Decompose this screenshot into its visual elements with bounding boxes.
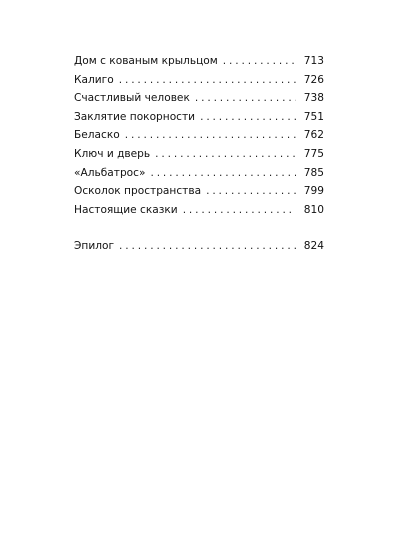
section-gap	[74, 219, 324, 237]
dot-leader	[119, 71, 296, 90]
toc-entry-page: 762	[303, 129, 324, 142]
toc-entry-title: Счастливый человек	[74, 92, 190, 105]
dot-leader	[183, 201, 296, 220]
toc-entry	[74, 89, 324, 108]
toc-entry	[74, 71, 324, 90]
toc-entry-title: Эпилог	[74, 240, 115, 253]
toc-entry-page: 824	[303, 240, 324, 253]
toc-entry-page: 775	[303, 147, 324, 160]
dot-leader	[119, 237, 296, 256]
toc-entry	[74, 182, 324, 201]
dot-leader	[125, 126, 296, 145]
toc-entry-title: Заклятие покорности	[74, 110, 196, 123]
dot-leader	[200, 108, 296, 127]
toc-entry-title: Ключ и дверь	[74, 147, 151, 160]
toc-entry	[74, 201, 324, 220]
toc-entry-page: 738	[303, 92, 324, 105]
dot-leader	[150, 164, 296, 183]
toc-entry-epilogue	[74, 237, 324, 256]
toc-entry	[74, 52, 324, 71]
dot-leader	[206, 182, 296, 201]
toc-entry-title: «Альбатрос»	[74, 166, 146, 179]
toc-entry-page: 726	[303, 73, 324, 86]
dot-leader	[223, 52, 296, 71]
toc-entry-page: 751	[303, 110, 324, 123]
table-of-contents	[74, 52, 324, 256]
dot-leader	[155, 145, 296, 164]
toc-entry-page: 810	[303, 203, 324, 216]
toc-entry-title: Дом с кованым крыльцом	[74, 55, 218, 67]
dot-leader	[195, 89, 296, 108]
toc-entry	[74, 108, 324, 127]
toc-entry	[74, 126, 324, 145]
toc-entry-title: Настоящие сказки	[74, 203, 178, 216]
toc-entry-page: 799	[303, 185, 324, 198]
toc-entry	[74, 145, 324, 164]
toc-entry-title: Осколок пространства	[74, 185, 202, 198]
toc-entry-title: Беласко	[74, 129, 120, 142]
toc-entry-page: 785	[303, 166, 324, 179]
toc-entry	[74, 164, 324, 183]
toc-entry-title: Калиго	[74, 73, 114, 86]
toc-entry-page: 713	[303, 55, 324, 67]
